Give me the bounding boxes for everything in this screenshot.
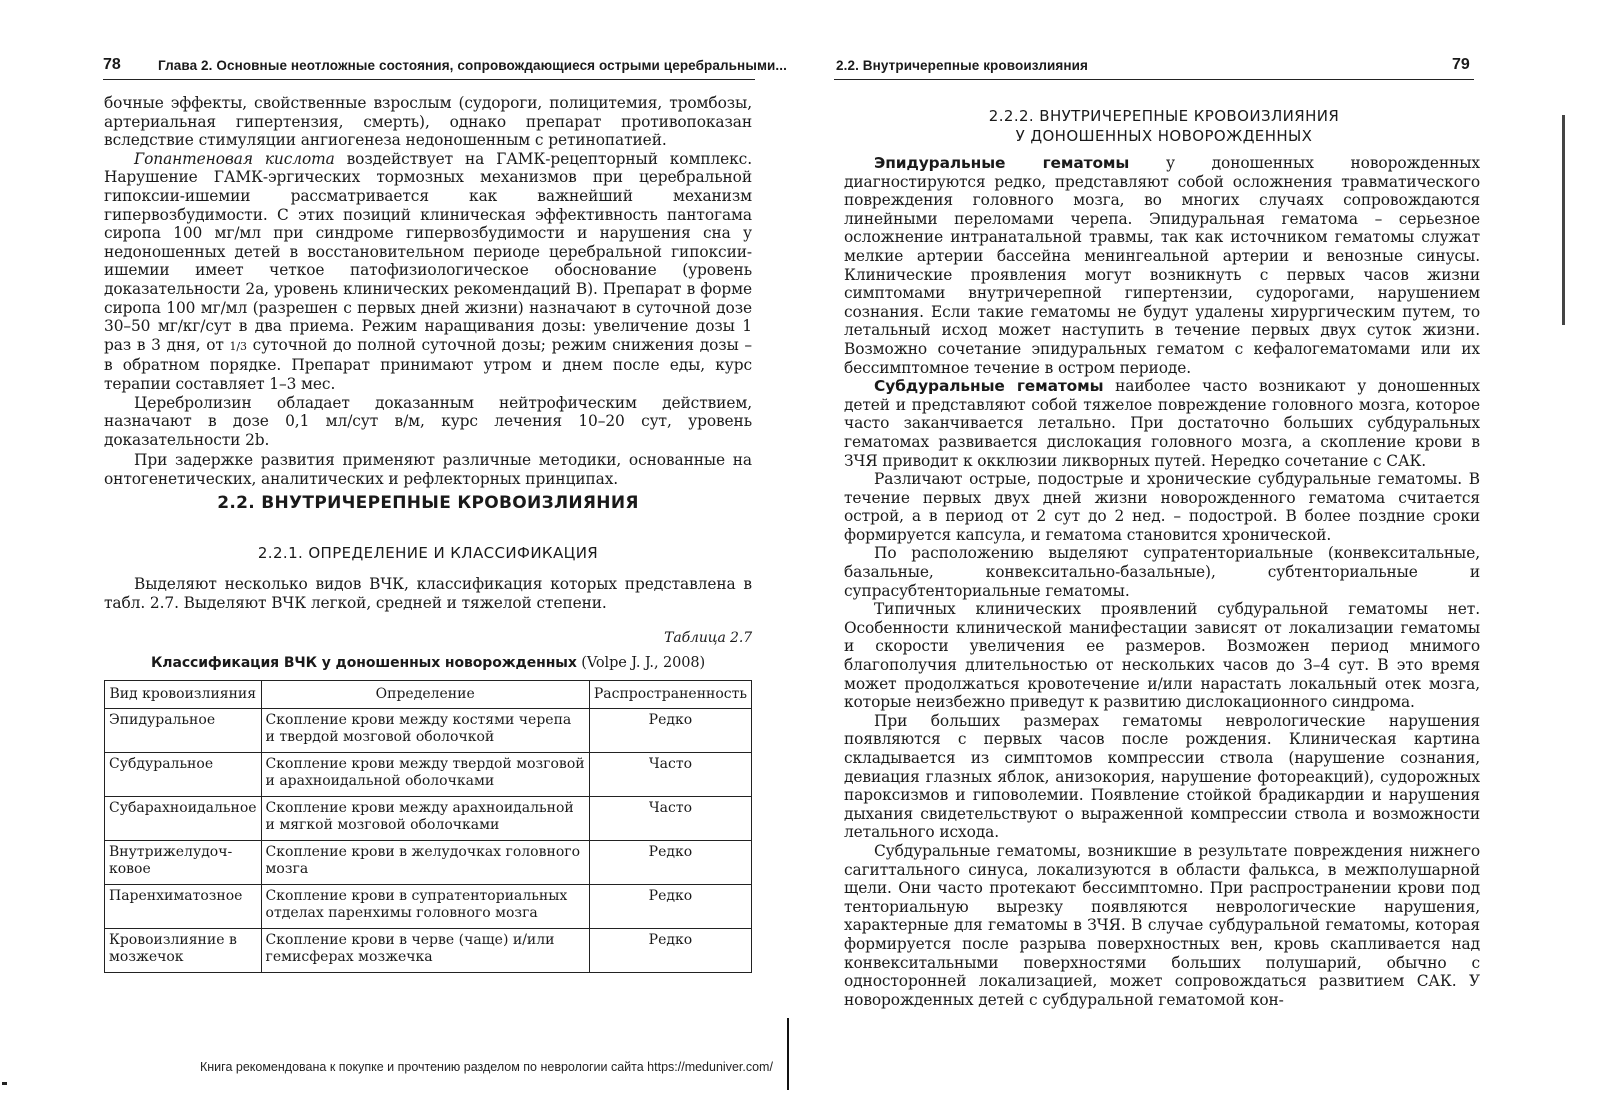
table-cell: Кровоизлияние в мозжечок: [105, 929, 262, 973]
table-row: [105, 709, 752, 753]
table-header-row: [105, 681, 752, 709]
classification-table: [104, 680, 752, 973]
paragraph: Субдуральные гематомы, возникшие в результате повреждения нижнего сагиттального синуса, локализуются в области фалькса, в межполушарной щели. Они часто протекают бессимптомно. При распространении крови под тенториальную вырезку появляются неврологические нарушения, характерные для гематомы в ЗЧЯ. В случае субдуральной гематомы, которая формируется после разрыва поверхностных вен, кровь скапливается над конвекситальными поверхностями больших полушарий, обычно с односторонней локализацией, может сопровождаться развитием САК. У новорожденных детей с субдуральной гематомой кон-: [844, 841, 1480, 1009]
table-cell: Субдуральное: [105, 753, 262, 797]
paragraph: бочные эффекты, свойственные взрослым (судороги, полицитемия, тромбозы, артериальная гипертензия, смерть), однако препарат противопоказан вследствие стимуляции ангиогенеза недоношенным с ретинопатией.: [104, 94, 752, 150]
table-cell: Скопление крови в черве (чаще) и/или гемисферах мозжечка: [261, 929, 589, 973]
paragraph: Выделяют несколько видов ВЧК, классификация которых представлена в табл. 2.7. Выделяют ВЧК легкой, средней и тяжелой степени.: [104, 575, 752, 612]
table-row: [105, 841, 752, 885]
table-label: Таблица 2.7: [664, 630, 752, 646]
table-cell: Скопление крови между твердой мозговой и арахноидальной оболочками: [261, 753, 589, 797]
scan-spine-mark: [787, 1018, 789, 1090]
body-text: [844, 154, 1480, 1009]
table-cell: Эпидуральное: [105, 709, 262, 753]
table-cell: Паренхиматозное: [105, 885, 262, 929]
section-heading: 2.2. ВНУТРИЧЕРЕПНЫЕ КРОВОИЗЛИЯНИЯ: [217, 493, 639, 513]
paragraph: Типичных клинических проявлений субдуральной гематомы нет. Особенности клинической манифестации зависят от локализации гематомы и скорости увеличения ее размеров. Возможен период мнимого благополучия длительностью от нескольких часов до 3–4 сут. В это время может продолжаться кровотечение и/или нарастать локальный отек мозга, которые неизбежно приведут к развитию дислокационного синдрома.: [844, 600, 1480, 712]
paragraph: Гопантеновая кислота воздействует на ГАМК-рецепторный комплекс. Нарушение ГАМК-эргических тормозных механизмов при церебральной гипоксии-ишемии рассматривается как важнейший механизм гипервозбудимости. С этих позиций клиническая эффективность пантогама сиропа 100 мг/мл при синдроме гипервозбудимости и нарушения сна у недоношенных детей в восстановительном периоде церебральной гипоксии-ишемии имеет четкое патофизиологическое обоснование (уровень доказательности 2a, уровень клинических рекомендаций B). Препарат в форме сиропа 100 мг/мл (разрешен с первых дней жизни) назначают в суточной дозе 30–50 мг/кг/сут в два приема. Режим наращивания дозы: увеличение дозы 1 раз в 3 дня, от 1/3 суточной до полной суточной дозы; режим снижения дозы – в обратном порядке. Препарат принимают утром и днем после еды, курс терапии составляет 1–3 мес.: [104, 149, 752, 393]
table-cell: Редко: [589, 709, 751, 753]
header-rule: [834, 79, 1474, 80]
subsection-heading: 2.2.1. ОПРЕДЕЛЕНИЕ И КЛАССИФИКАЦИЯ: [257, 544, 599, 562]
table-caption: Классификация ВЧК у доношенных новорожденных (Volpe J. J., 2008): [150, 655, 706, 671]
table-cell: Скопление крови между костями черепа и твердой мозговой оболочкой: [261, 709, 589, 753]
body-text: [104, 94, 752, 488]
header-rule: [103, 79, 755, 80]
column-header: Распространенность: [589, 681, 751, 709]
body-text: [104, 575, 752, 612]
column-header: Определение: [261, 681, 589, 709]
page-number: 78: [103, 56, 121, 73]
paragraph: При больших размерах гематомы неврологические нарушения появляются с первых часов после рождения. Клиническая картина складывается из симптомов компрессии ствола (нарушение сознания, девиация глазных яблок, анизокория, нарушение фотореакций), судорожных пароксизмов и гиповолемии. Появление стойкой брадикардии и нарушения дыхания свидетельствуют о выраженной компрессии ствола и возможности летального исхода.: [844, 711, 1480, 842]
subsection-heading: 2.2.2. ВНУТРИЧЕРЕПНЫЕ КРОВОИЗЛИЯНИЯ У ДОНОШЕННЫХ НОВОРОЖДЕННЫХ: [988, 107, 1340, 145]
column-header: Вид кровоизлияния: [105, 681, 262, 709]
table-row: [105, 797, 752, 841]
table-cell: Субарахноидальное: [105, 797, 262, 841]
scan-edge-mark: [2, 1082, 7, 1085]
table-cell: Скопление крови в супратенториальных отделах паренхимы головного мозга: [261, 885, 589, 929]
scan-edge-mark: [1562, 115, 1565, 325]
table-cell: Часто: [589, 797, 751, 841]
table-row: [105, 753, 752, 797]
paragraph: Субдуральные гематомы наиболее часто возникают у доношенных детей и представляют собой тяжелое повреждение головного мозга, которое часто заканчивается летально. При достаточно больших субдуральных гематомах развивается дислокация головного мозга, а скопление крови в ЗЧЯ приводит к окклюзии ликворных путей. Нередко сочетание с САК.: [844, 377, 1480, 470]
right-page: [800, 0, 1600, 1109]
paragraph: При задержке развития применяют различные методики, основанные на онтогенетических, аналитических и рефлекторных принципах.: [104, 451, 752, 488]
fraction: 1/3: [229, 339, 247, 353]
paragraph: По расположению выделяют супратенториальные (конвекситальные, базальные, конвекситально-базальные), субтенториальные и супрасубтенториальные гематомы.: [844, 544, 1480, 600]
table-cell: Скопление крови в желудочках головного мозга: [261, 841, 589, 885]
table-cell: Внутрижелудоч-ковое: [105, 841, 262, 885]
running-head: 2.2. Внутричерепные кровоизлияния: [836, 58, 1089, 73]
footer-note: Книга рекомендована к покупке и прочтению разделом по неврологии сайта https://meduniver.com/: [200, 1060, 773, 1074]
table-row: [105, 885, 752, 929]
running-head: Глава 2. Основные неотложные состояния, сопровождающиеся острыми церебральными...: [158, 58, 787, 73]
page-number: 79: [1452, 56, 1470, 73]
paragraph: Эпидуральные гематомы у доношенных новорожденных диагностируются редко, представляют собой осложнения травматического повреждения головного мозга, во многих случаях сопровождаются линейными переломами черепа. Эпидуральная гематома – серьезное осложнение интранатальной травмы, так как источником гематомы служат мелкие артерии бассейна менингеальной артерии и венозные синусы. Клинические проявления могут возникнуть с первых часов жизни симптомами внутричерепной гипертензии, судорогами, нарушением сознания. Если такие гематомы не будут удалены хирургическим путем, то летальный исход может наступить в течение первых двух суток жизни. Возможно сочетание эпидуральных гематом с кефалогематомами или их бессимптомное течение в остром периоде.: [844, 154, 1480, 377]
term: Гопантеновая кислота: [134, 149, 335, 168]
table-cell: Часто: [589, 753, 751, 797]
table-row: [105, 929, 752, 973]
paragraph: Различают острые, подострые и хронические субдуральные гематомы. В течение первых двух дней жизни новорожденного гематома считается острой, а в период от 2 сут до 2 нед. – подострой. В более поздние сроки формируется капсула, и гематома становится хронической.: [844, 470, 1480, 544]
term: Субдуральные гематомы: [874, 377, 1104, 396]
table-cell: Скопление крови между арахноидальной и мягкой мозговой оболочками: [261, 797, 589, 841]
table-cell: Редко: [589, 841, 751, 885]
paragraph: Церебролизин обладает доказанным нейтрофическим действием, назначают в дозе 0,1 мл/сут в/м, курс лечения 10–20 сут, уровень доказательности 2b.: [104, 393, 752, 449]
table-cell: Редко: [589, 929, 751, 973]
table-cell: Редко: [589, 885, 751, 929]
term: Эпидуральные гематомы: [874, 154, 1130, 172]
